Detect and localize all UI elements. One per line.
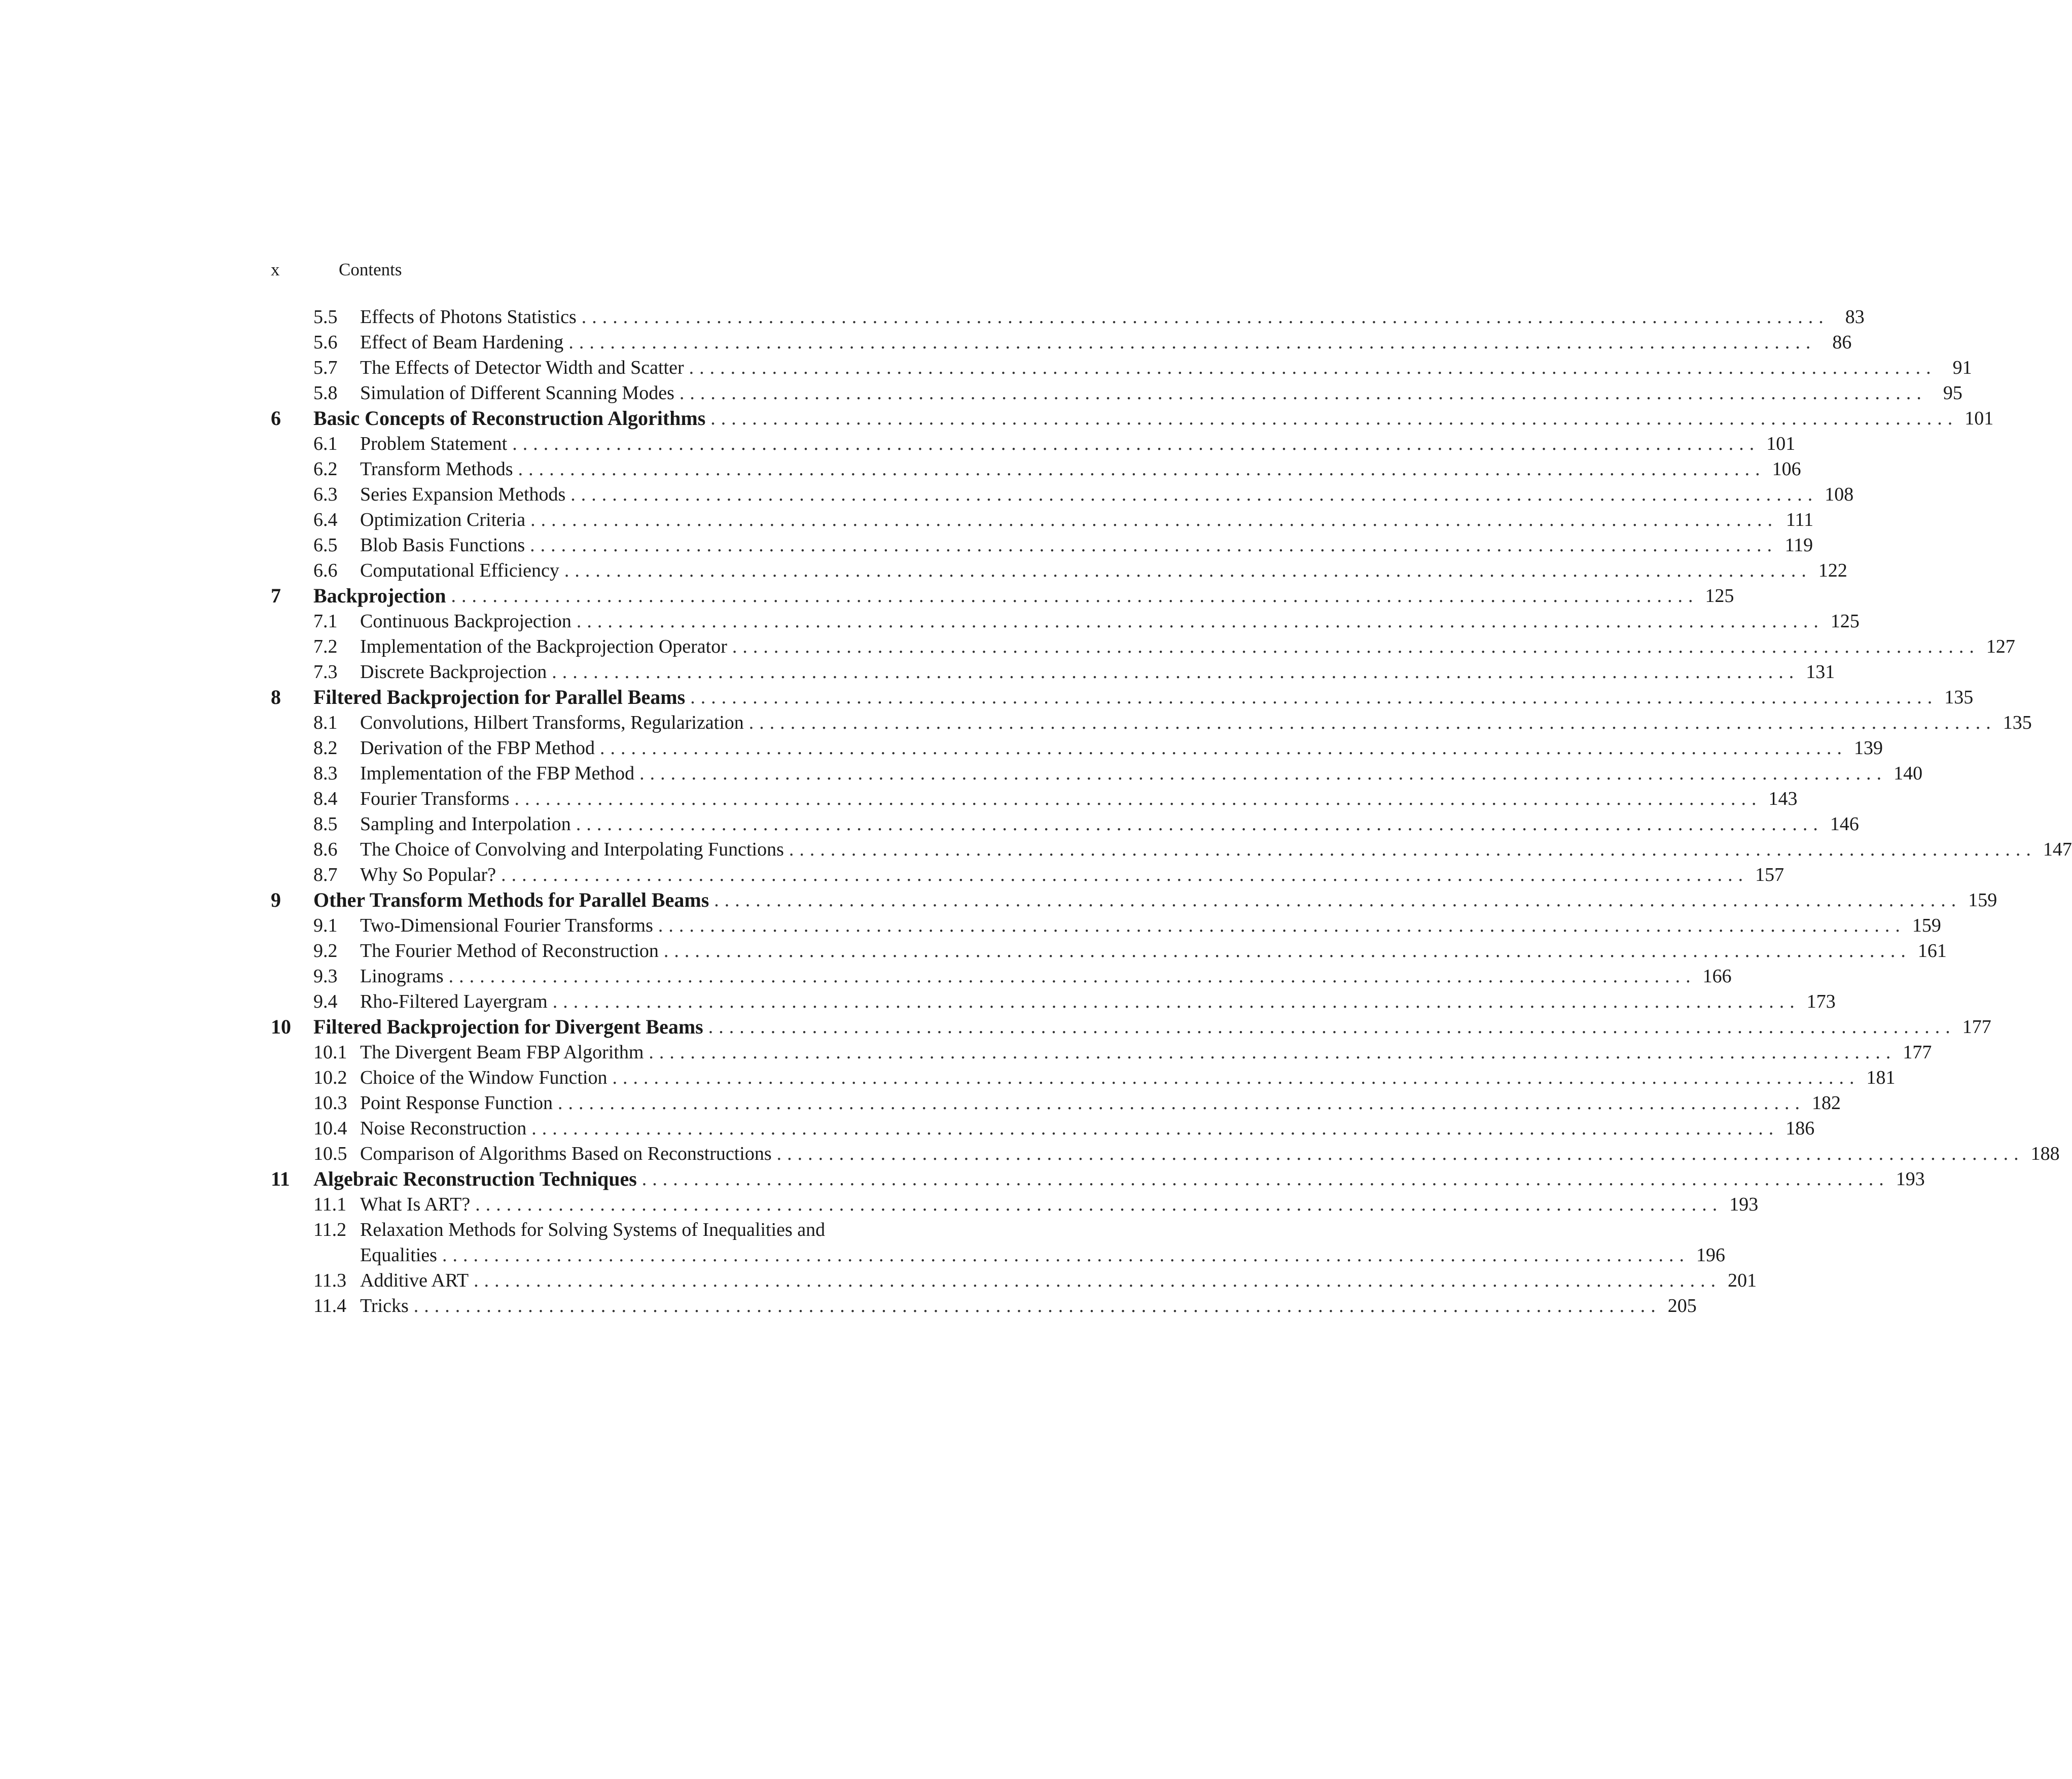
toc-chapter-group [271,304,1972,406]
section-number: 8.6 [313,839,338,860]
section-title[interactable]: Transform Methods [360,456,518,482]
section-number: 9.1 [313,915,338,936]
leader-dots: ........................................................................................................................ [552,991,1800,1012]
section-number: 9.2 [313,940,338,962]
toc-chapter-row[interactable] [271,685,1974,710]
leader-dots: ........................................................................................................................ [570,484,1818,505]
leader-dots: ........................................................................................................................ [552,661,1800,683]
section-title[interactable]: The Choice of Convolving and Interpolating Functions [360,837,789,862]
leader-dots: ........................................................................................................................ [658,915,1906,936]
section-title[interactable]: Equalities [360,1242,442,1268]
page-number[interactable]: 193 [1896,1168,1925,1190]
page-number[interactable]: 125 [1705,585,1734,607]
page-number[interactable]: 101 [1964,408,1994,429]
leader-dots: ........................................................................................................................ [710,408,1958,429]
toc-entry-text [360,1040,1932,1065]
toc-chapter-group [271,1014,2060,1166]
toc-entry-text [360,989,1836,1014]
section-title[interactable]: Implementation of the FBP Method [360,761,639,786]
section-title[interactable]: Blob Basis Functions [360,532,530,558]
toc-entry-text [360,913,1941,938]
toc-entry-row[interactable] [271,837,2072,862]
section-number: 6.2 [313,458,338,480]
leader-dots: ........................................................................................................................ [413,1295,1661,1317]
section-number: 11.1 [313,1194,347,1215]
chapter-title[interactable]: Basic Concepts of Reconstruction Algorithms [313,406,710,431]
toc-entry-text [360,507,1814,532]
section-title[interactable]: Implementation of the Backprojection Operator [360,634,732,659]
page-folio: x [271,260,280,279]
toc-entry-text [360,1116,1815,1141]
toc-chapter-group [271,1166,1925,1319]
section-title[interactable]: Fourier Transforms [360,786,515,811]
page-number[interactable]: 83 [1845,306,1865,328]
leader-dots: ........................................................................................................................ [451,585,1699,607]
section-number: 8.1 [313,712,338,733]
leader-dots: ........................................................................................................................ [732,636,1980,657]
toc-entry-text [313,887,1997,913]
toc-entry-text [360,1090,1841,1116]
section-number: 10.1 [313,1042,347,1063]
section-title[interactable]: Choice of the Window Function [360,1065,613,1090]
toc-entry-text [360,1065,1896,1090]
toc-chapter-group [271,685,2072,887]
toc-entry-text [360,710,2032,735]
toc-chapter-group [271,406,1994,583]
leader-dots: ........................................................................................................................ [641,1168,1889,1190]
toc-entry-row[interactable] [271,1217,981,1242]
section-title[interactable]: Computational Efficiency [360,558,564,583]
leader-dots: ........................................................................................................................ [789,839,2037,860]
section-number: 9.3 [313,966,338,987]
toc-entry-row[interactable] [271,304,1865,330]
leader-dots: ........................................................................................................................ [689,357,1937,378]
page-number[interactable]: 177 [1962,1016,1991,1038]
section-number: 5.8 [313,382,338,404]
section-number: 10.2 [313,1067,347,1088]
toc-entry-row[interactable] [271,507,1814,532]
section-title[interactable]: Relaxation Methods for Solving Systems of Inequalities and [360,1217,830,1242]
toc-chapter-group [271,583,2015,685]
toc-entry-text [360,380,1962,406]
toc-entry-row[interactable] [271,456,1801,482]
section-title[interactable]: The Effects of Detector Width and Scatter [360,355,689,380]
leader-dots: ........................................................................................................................ [714,890,1962,911]
toc-entry-row[interactable] [271,380,1962,406]
section-title[interactable]: Point Response Function [360,1090,558,1116]
section-number: 5.7 [313,357,338,378]
toc-entry-text [360,431,1796,456]
toc-entry-row[interactable] [271,482,1854,507]
page-number[interactable]: 135 [1944,687,1974,708]
page-number[interactable]: 159 [1968,890,1997,911]
chapter-number: 9 [271,888,281,911]
toc-entry-text [360,609,1860,634]
page-number[interactable]: 106 [1772,458,1801,480]
leader-dots: ........................................................................................................................ [576,813,1824,835]
leader-dots: ........................................................................................................................ [512,433,1760,454]
leader-dots: ........................................................................................................................ [663,940,1911,962]
page-number[interactable]: 140 [1894,763,1923,784]
leader-dots: ........................................................................................................................ [530,509,1778,530]
leader-dots: ........................................................................................................................ [576,611,1824,632]
page-number[interactable]: 135 [2003,712,2032,733]
section-title[interactable]: Effect of Beam Hardening [360,330,568,355]
leader-dots: ........................................................................................................................ [531,1118,1779,1139]
toc-entry-row[interactable] [271,330,1852,355]
page-number[interactable]: 157 [1755,864,1784,885]
section-title[interactable]: Simulation of Different Scanning Modes [360,380,680,406]
leader-dots: ........................................................................................................................ [475,1194,1723,1215]
toc-entry-row[interactable] [271,558,1847,583]
toc-entry-row[interactable] [271,989,1836,1014]
section-number: 9.4 [313,991,338,1012]
page-number[interactable]: 186 [1785,1118,1815,1139]
section-title[interactable]: The Divergent Beam FBP Algorithm [360,1040,649,1065]
toc-entry-row[interactable] [271,786,1798,811]
leader-dots: ........................................................................................................................ [558,1092,1806,1114]
toc-chapter-row[interactable] [271,1014,1991,1040]
toc-entry-text [360,634,2015,659]
section-title[interactable]: Optimization Criteria [360,507,530,532]
section-number: 10.4 [313,1118,347,1139]
page-number[interactable]: 143 [1768,788,1798,809]
page-number[interactable]: 122 [1818,560,1847,581]
toc-entry-text [360,735,1883,761]
toc-entry-text [360,862,1784,887]
chapter-number: 8 [271,686,281,708]
page-number[interactable]: 201 [1728,1270,1757,1291]
leader-dots: ........................................................................................................................ [649,1042,1897,1063]
page-number[interactable]: 95 [1943,382,1962,404]
toc-entry-text [360,532,1813,558]
section-number: 8.4 [313,788,338,809]
leader-dots: ........................................................................................................................ [581,306,1829,328]
page-number[interactable]: 166 [1702,966,1732,987]
section-number: 11.3 [313,1270,347,1291]
page-number[interactable]: 101 [1766,433,1796,454]
section-number: 10.5 [313,1143,347,1164]
section-title[interactable]: Sampling and Interpolation [360,811,576,837]
page-number[interactable]: 177 [1903,1042,1932,1063]
leader-dots: ........................................................................................................................ [448,966,1696,987]
section-number: 6.3 [313,484,338,505]
toc-entry-row[interactable] [271,609,1860,634]
leader-dots: ........................................................................................................................ [514,788,1762,809]
section-number: 6.5 [313,535,338,556]
chapter-title[interactable]: Filtered Backprojection for Parallel Beams [313,685,690,710]
toc-entry-row[interactable] [271,964,1732,989]
section-title[interactable]: What Is ART? [360,1192,475,1217]
section-title[interactable]: Rho-Filtered Layergram [360,989,553,1014]
toc-entry-row[interactable] [271,710,2032,735]
chapter-title[interactable]: Backprojection [313,583,451,609]
toc-entry-row[interactable] [271,1268,1757,1293]
toc-entry-row[interactable] [271,811,1859,837]
section-number: 8.2 [313,737,338,759]
toc-entry-text [360,786,1798,811]
chapter-number: 7 [271,584,281,607]
page-number[interactable]: 131 [1806,661,1835,683]
leader-dots: ........................................................................................................................ [690,687,1938,708]
section-number: 6.6 [313,560,338,581]
toc-chapter-row[interactable] [271,406,1994,431]
page-number[interactable]: 111 [1785,509,1814,530]
page-number[interactable]: 193 [1729,1194,1759,1215]
section-number: 7.1 [313,611,338,632]
leader-dots: ........................................................................................................................ [530,535,1778,556]
leader-dots: ........................................................................................................................ [568,332,1816,353]
leader-dots: ........................................................................................................................ [518,458,1766,480]
toc-entry-row[interactable] [271,1242,1725,1268]
section-title[interactable]: The Fourier Method of Reconstruction [360,938,664,964]
toc-entry-row[interactable] [271,355,1972,380]
toc-entry-row[interactable] [271,1065,1896,1090]
page-number[interactable]: 139 [1854,737,1883,759]
leader-dots: ........................................................................................................................ [708,1016,1956,1038]
page-number[interactable]: 146 [1830,813,1859,835]
toc-entry-text [360,964,1732,989]
toc-entry-text [313,406,1994,431]
section-title[interactable]: Why So Popular? [360,862,501,887]
toc-entry-row[interactable] [271,1192,1759,1217]
toc-entry-text [313,1014,1991,1040]
page-number[interactable]: 188 [2030,1143,2060,1164]
toc-entry-text [360,482,1854,507]
toc-entry-row[interactable] [271,761,1923,786]
section-number: 5.5 [313,306,338,328]
chapter-title[interactable]: Filtered Backprojection for Divergent Beams [313,1014,708,1040]
page-number[interactable]: 161 [1917,940,1947,962]
leader-dots: ........................................................................................................................ [474,1270,1722,1291]
toc-entry-row[interactable] [271,735,1883,761]
section-number: 5.6 [313,332,338,353]
toc-entry-row[interactable] [271,1116,1815,1141]
section-number: 11.4 [313,1295,347,1317]
section-number: 6.4 [313,509,338,530]
section-number: 8.5 [313,813,338,835]
section-title[interactable]: Comparison of Algorithms Based on Reconstructions [360,1141,777,1166]
section-title[interactable]: Additive ART [360,1268,474,1293]
toc-entry-row[interactable] [271,913,1941,938]
toc-entry-text [313,685,1974,710]
toc-entry-text [360,1268,1757,1293]
section-title[interactable]: Noise Reconstruction [360,1116,531,1141]
page-number[interactable]: 196 [1696,1244,1725,1266]
toc-chapter-row[interactable] [271,1166,1925,1192]
section-title[interactable]: Effects of Photons Statistics [360,304,582,330]
leader-dots: ........................................................................................................................ [600,737,1847,759]
chapter-number: 11 [271,1167,290,1190]
section-number: 8.3 [313,763,338,784]
leader-dots: ........................................................................................................................ [501,864,1749,885]
toc-entry-row[interactable] [271,1040,1932,1065]
leader-dots: ........................................................................................................................ [612,1067,1860,1088]
page-number[interactable]: 147 [2043,839,2072,860]
toc-entry-text [313,1166,1925,1192]
section-number: 7.3 [313,661,338,683]
section-title[interactable]: Two-Dimensional Fourier Transforms [360,913,658,938]
section-number: 6.1 [313,433,338,454]
page-number[interactable]: 91 [1952,357,1972,378]
toc-chapter-row[interactable] [271,887,1997,913]
toc-entry-text [360,1192,1759,1217]
leader-dots: ........................................................................................................................ [564,560,1812,581]
toc-entry-text [360,558,1847,583]
toc-entry-text [360,355,1972,380]
toc-entry-text [360,1217,981,1242]
section-number: 10.3 [313,1092,347,1114]
page-number[interactable]: 182 [1812,1092,1841,1114]
chapter-title[interactable]: Algebraic Reconstruction Techniques [313,1166,642,1192]
toc-entry-row[interactable] [271,1293,1697,1319]
toc-entry-text [360,837,2072,862]
leader-dots: ........................................................................................................................ [748,712,1996,733]
page-number[interactable]: 108 [1825,484,1854,505]
toc-entry-row[interactable] [271,1141,2060,1166]
page-number[interactable]: 119 [1784,535,1813,556]
toc-entry-row[interactable] [271,1090,1841,1116]
toc-entry-row[interactable] [271,532,1813,558]
toc-entry-text [360,659,1835,685]
section-number: 11.2 [313,1219,347,1240]
table-of-contents [271,304,2072,1319]
section-title[interactable]: Problem Statement [360,431,512,456]
toc-entry-row[interactable] [271,634,2015,659]
toc-entry-text [360,938,1947,964]
leader-dots: ........................................................................................................................ [442,1244,1690,1266]
section-title[interactable]: Convolutions, Hilbert Transforms, Regularization [360,710,749,735]
section-title[interactable]: Linograms [360,964,449,989]
page-number[interactable]: 127 [1986,636,2015,657]
toc-entry-text [313,583,1734,609]
section-title[interactable]: Discrete Backprojection [360,659,552,685]
toc-entry-text [360,330,1852,355]
toc-chapter-group [271,887,1997,1014]
toc-entry-text [360,1293,1697,1319]
page-number[interactable]: 205 [1667,1295,1697,1317]
section-title[interactable]: Series Expansion Methods [360,482,570,507]
section-title[interactable]: Continuous Backprojection [360,609,577,634]
toc-entry-text [360,811,1859,837]
chapter-number: 6 [271,407,281,430]
toc-entry-row[interactable] [271,659,1835,685]
section-number: 7.2 [313,636,338,657]
toc-entry-text [360,1242,1725,1268]
section-title[interactable]: Derivation of the FBP Method [360,735,600,761]
toc-entry-text [360,456,1801,482]
toc-entry-text [360,1141,2060,1166]
page-number[interactable]: 173 [1806,991,1836,1012]
page-number[interactable]: 86 [1832,332,1852,353]
leader-dots: ........................................................................................................................ [679,382,1927,404]
toc-entry-row[interactable] [271,938,1947,964]
section-number: 8.7 [313,864,338,885]
toc-entry-text [360,304,1865,330]
chapter-number: 10 [271,1015,291,1038]
chapter-title[interactable]: Other Transform Methods for Parallel Beams [313,887,714,913]
toc-entry-row[interactable] [271,862,1784,887]
page-number[interactable]: 125 [1830,611,1860,632]
toc-entry-row[interactable] [271,431,1796,456]
section-title[interactable]: Tricks [360,1293,414,1319]
page-number[interactable]: 159 [1912,915,1941,936]
toc-chapter-row[interactable] [271,583,1734,609]
leader-dots: ........................................................................................................................ [776,1143,2024,1164]
toc-entry-text [360,761,1923,786]
page-number[interactable]: 181 [1866,1067,1896,1088]
running-title: Contents [339,260,402,279]
leader-dots: ........................................................................................................................ [639,763,1887,784]
